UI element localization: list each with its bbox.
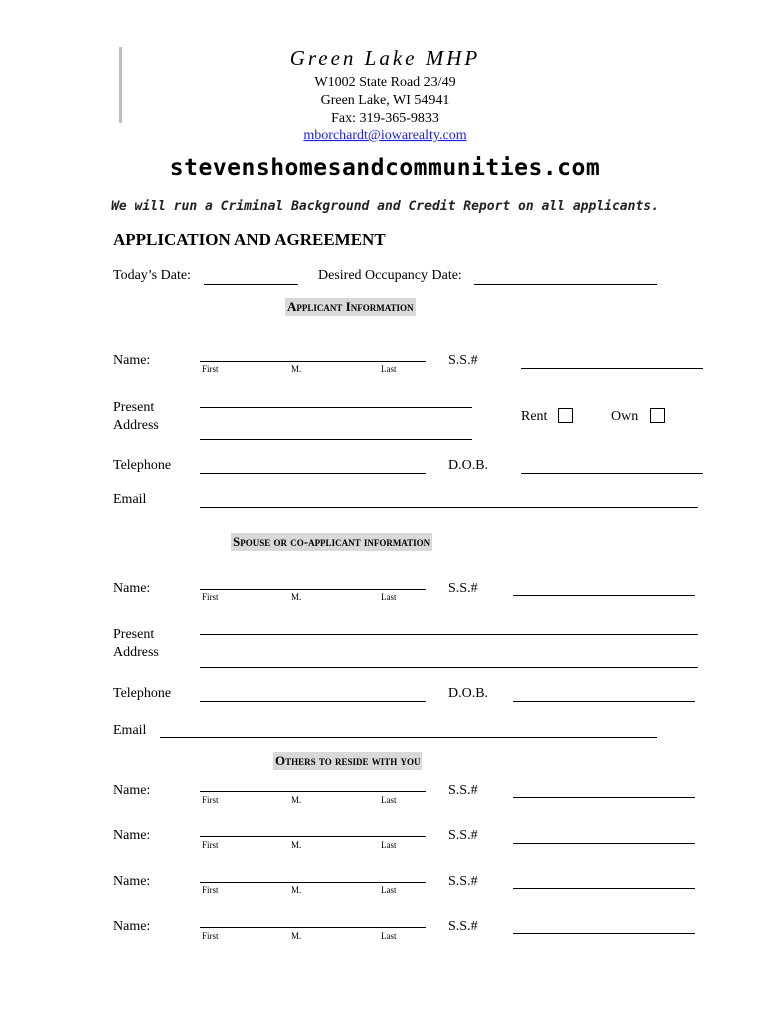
others-name-field[interactable] (200, 882, 426, 883)
others-heading: Others to reside with you (275, 753, 421, 768)
own-checkbox[interactable] (650, 408, 665, 423)
applicant-ss-field[interactable] (521, 368, 703, 369)
applicant-address-field-1[interactable] (200, 407, 472, 408)
others-first-caption: First (202, 840, 219, 850)
address-line-1: W1002 State Road 23/49 (314, 75, 456, 90)
applicant-email-label: Email (113, 492, 147, 507)
desired-occupancy-field[interactable] (474, 284, 657, 285)
others-last-caption: Last (381, 931, 397, 941)
email-link[interactable]: mborchardt@iowarealty.com (303, 128, 467, 143)
background-check-notice: We will run a Criminal Background and Credit Report on all applicants. (111, 199, 659, 214)
applicant-dob-label: D.O.B. (448, 458, 489, 473)
applicant-telephone-label: Telephone (113, 458, 172, 473)
others-first-caption: First (202, 931, 219, 941)
others-ss-label: S.S.# (448, 828, 478, 843)
spouse-telephone-label: Telephone (113, 686, 172, 701)
spouse-info-heading: Spouse or co-applicant information (233, 534, 431, 549)
others-middle-caption: M. (291, 931, 302, 941)
others-name-field[interactable] (200, 927, 426, 928)
applicant-ss-label: S.S.# (448, 353, 478, 368)
applicant-telephone-field[interactable] (200, 473, 426, 474)
applicant-name-label: Name: (113, 353, 151, 368)
spouse-name-label: Name: (113, 581, 151, 596)
others-ss-label: S.S.# (448, 874, 478, 889)
others-name-field[interactable] (200, 836, 426, 837)
company-name: Green Lake MHP (289, 46, 481, 70)
email-address-container (0, 128, 770, 144)
others-name-label: Name: (113, 874, 151, 889)
others-name-label: Name: (113, 783, 151, 798)
spouse-present-label: Present (113, 627, 155, 642)
others-first-caption: First (202, 885, 219, 895)
desired-occupancy-label: Desired Occupancy Date: (318, 268, 462, 283)
spouse-email-field[interactable] (160, 737, 657, 738)
spouse-email-label: Email (113, 723, 147, 738)
others-ss-label: S.S.# (448, 783, 478, 798)
form-title: APPLICATION AND AGREEMENT (113, 230, 386, 249)
todays-date-field[interactable] (204, 284, 298, 285)
others-last-caption: Last (381, 840, 397, 850)
fax-number: Fax: 319-365-9833 (331, 111, 439, 126)
spouse-dob-field[interactable] (513, 701, 695, 702)
applicant-last-caption: Last (381, 364, 397, 374)
others-name-label: Name: (113, 828, 151, 843)
applicant-info-heading: Applicant Information (287, 299, 414, 314)
others-last-caption: Last (381, 795, 397, 805)
applicant-dob-field[interactable] (521, 473, 703, 474)
applicant-name-field[interactable] (200, 361, 426, 362)
own-label: Own (611, 409, 639, 424)
website-title: stevenshomesandcommunities.com (169, 155, 601, 181)
spouse-name-field[interactable] (200, 589, 426, 590)
applicant-first-caption: First (202, 364, 219, 374)
spouse-ss-label: S.S.# (448, 581, 478, 596)
others-middle-caption: M. (291, 795, 302, 805)
spouse-middle-caption: M. (291, 592, 302, 602)
others-ss-field[interactable] (513, 843, 695, 844)
applicant-middle-caption: M. (291, 364, 302, 374)
others-last-caption: Last (381, 885, 397, 895)
others-name-field[interactable] (200, 791, 426, 792)
applicant-present-label: Present (113, 400, 155, 415)
applicant-address-field-2[interactable] (200, 439, 472, 440)
others-middle-caption: M. (291, 840, 302, 850)
applicant-address-label: Address (113, 418, 159, 433)
spouse-address-field-2[interactable] (200, 667, 698, 668)
spouse-address-field-1[interactable] (200, 634, 698, 635)
address-line-2: Green Lake, WI 54941 (320, 93, 450, 108)
rent-label: Rent (521, 409, 548, 424)
others-middle-caption: M. (291, 885, 302, 895)
spouse-ss-field[interactable] (513, 595, 695, 596)
spouse-address-label: Address (113, 645, 159, 660)
applicant-email-field[interactable] (200, 507, 698, 508)
others-ss-field[interactable] (513, 933, 695, 934)
spouse-first-caption: First (202, 592, 219, 602)
spouse-dob-label: D.O.B. (448, 686, 489, 701)
others-ss-label: S.S.# (448, 919, 478, 934)
todays-date-label: Today’s Date: (113, 268, 191, 283)
rent-checkbox[interactable] (558, 408, 573, 423)
others-first-caption: First (202, 795, 219, 805)
others-name-label: Name: (113, 919, 151, 934)
spouse-last-caption: Last (381, 592, 397, 602)
spouse-telephone-field[interactable] (200, 701, 426, 702)
others-ss-field[interactable] (513, 797, 695, 798)
others-ss-field[interactable] (513, 888, 695, 889)
